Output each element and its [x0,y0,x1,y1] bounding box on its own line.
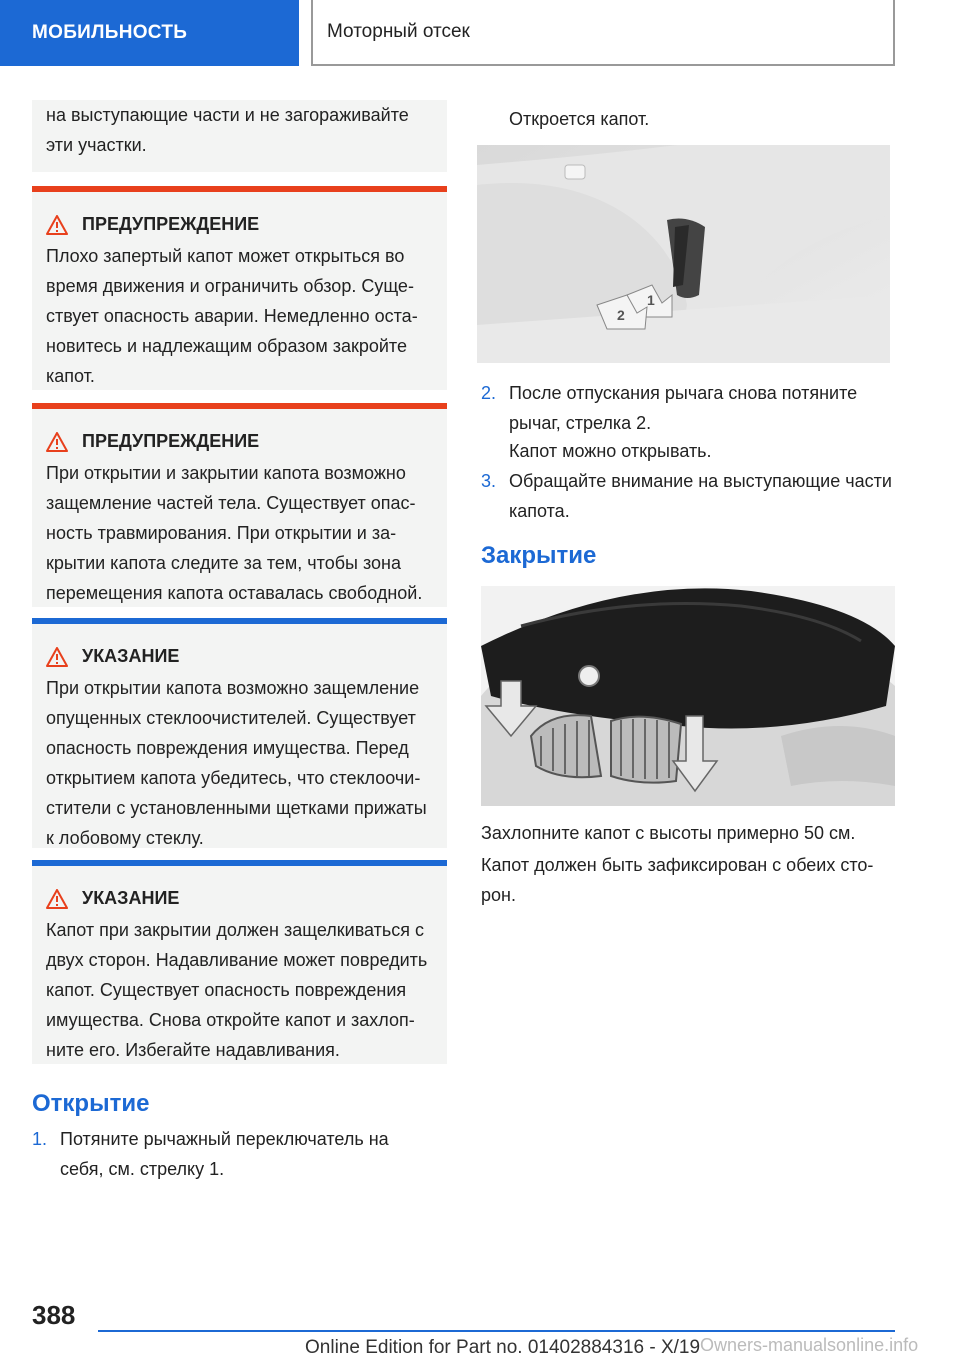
page-number: 388 [32,1300,76,1330]
notice-triangle-icon [46,889,68,909]
warning-text: При открытии и закрытии капота возможно защемление частей тела. Существует опасность травмирования. При открытии и закрытии капота следите за тем, чтобы зона перемещения капота оставалась свободной. [46,463,423,603]
arrow-1-label: 1 [647,292,655,308]
warning-triangle-icon [46,432,68,452]
footer-rule [98,1330,895,1332]
step-2 [481,378,893,438]
watermark: Owners-manualsonline.info [700,1335,919,1355]
step-number: 1. [32,1129,48,1149]
section-tab: МОБИЛЬНОСТЬ [0,0,299,66]
step-3 [481,466,893,526]
closing-text-1: Захлопните капот с высоты примерно 50 см. [481,823,856,843]
notice-triangle-icon [46,647,68,667]
warning-title: ПРЕДУПРЕЖДЕНИЕ [46,431,433,452]
step-text: После отпускания рычага снова потяните рычаг, стрелка 2. [509,383,858,433]
step-text: Потяните рычажный переключатель на себя, см. стрелку 1. [60,1129,389,1179]
hood-release-lever-image [477,145,890,363]
closing-heading: Закрытие [481,542,597,569]
topic-title: Моторный отсек [311,0,895,66]
intro-box [32,100,447,172]
step-text: Обращайте внимание на выступающие части капота. [509,471,892,521]
warning-text: Плохо запертый капот может открыться во время движения и ограничить обзор. Существует опасность аварии. Немедленно остановитесь и надлежащим образом закройте капот. [46,246,418,386]
opening-heading: Открытие [32,1090,150,1117]
warning-title: ПРЕДУПРЕЖДЕНИЕ [46,214,433,235]
warning-box-1 [32,186,447,390]
warning-box-2 [32,403,447,607]
step-2-note: Капот можно открывать. [509,441,712,461]
notice-title: УКАЗАНИЕ [46,646,433,667]
arrow-2-label: 2 [617,307,625,323]
closing-hood-image [481,586,895,806]
notice-box-2 [32,860,447,1064]
result-text: Откроется капот. [509,109,650,129]
notice-text: Капот при закрытии должен защелкиваться с двух сторон. Надавливание может повредить капот. Существует опасность повреждения имущества. Снова откройте капот и захлопните его. Избегайте надавливания. [46,920,428,1060]
notice-box-1 [32,618,447,848]
step-number: 2. [481,383,497,403]
footer-edition: Online Edition for Part no. 01402884316 - X/19 [305,1337,701,1358]
step-1 [32,1124,432,1184]
intro-text: на выступающие части и не загораживайте эти участки. [46,105,409,155]
closing-text-2: Капот должен быть зафиксирован с обеих сторон. [481,855,874,905]
notice-text: При открытии капота возможно защемление опущенных стеклоочистителей. Существует опасность повреждения имущества. Перед открытием капота убедитесь, что стеклоочистители с установленными щетками прижаты к лобовому стеклу. [46,678,427,848]
step-number: 3. [481,471,497,491]
notice-title: УКАЗАНИЕ [46,888,433,909]
warning-triangle-icon [46,215,68,235]
